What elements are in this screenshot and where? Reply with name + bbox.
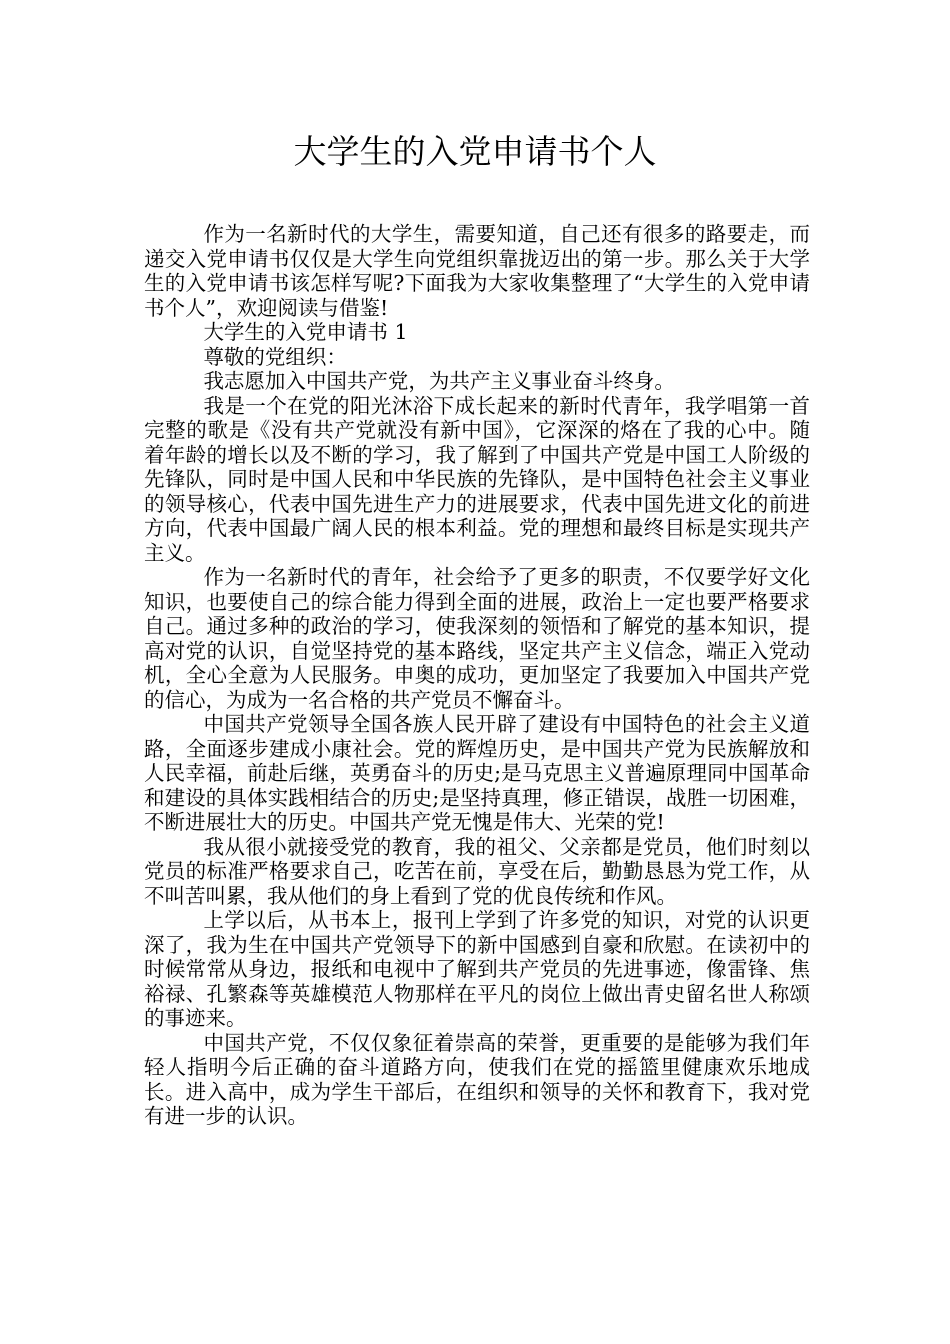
body-paragraph: 作为一名新时代的青年，社会给予了更多的职责，不仅要学好文化知识，也要使自己的综合能力得到全面的进展，政治上一定也要严格要求自己。通过多种的政治的学习，使我深刻的领悟和了解党的基本知识，提高对党的认识，自觉坚持党的基本路线，坚定共产主义信念，端正入党动机，全心全意为人民服务。申奥的成功，更加坚定了我要加入中国共产党的信心，为成为一名合格的共产党员不懈奋斗。 [144, 565, 810, 712]
body-paragraph: 我从很小就接受党的教育，我的祖父、父亲都是党员，他们时刻以党员的标准严格要求自己，吃苦在前，享受在后，勤勤恳恳为党工作，从不叫苦叫累，我从他们的身上看到了党的优良传统和作风。 [144, 834, 810, 908]
body-paragraph: 中国共产党，不仅仅象征着崇高的荣誉，更重要的是能够为我们年轻人指明今后正确的奋斗道路方向，使我们在党的摇篮里健康欢乐地成长。进入高中，成为学生干部后，在组织和领导的关怀和教育下，我对党有进一步的认识。 [144, 1030, 810, 1128]
section-heading: 大学生的入党申请书 1 [203, 320, 408, 344]
body-paragraph: 我志愿加入中国共产党，为共产主义事业奋斗终身。 [203, 369, 675, 393]
document-body [144, 222, 810, 1129]
salutation: 尊敬的党组织： [203, 344, 347, 369]
intro-paragraph: 作为一名新时代的大学生，需要知道，自己还有很多的路要走，而递交入党申请书仅仅是大学生向党组织靠拢迈出的第一步。那么关于大学生的入党申请书该怎样写呢?下面我为大家收集整理了“大学生的入党申请书个人”，欢迎阅读与借鉴! [144, 222, 810, 320]
document-title: 大学生的入党申请书个人 [293, 132, 657, 171]
body-paragraph: 上学以后，从书本上，报刊上学到了许多党的知识，对党的认识更深了，我为生在中国共产党领导下的新中国感到自豪和欣慰。在读初中的时候常常从身边，报纸和电视中了解到共产党员的先进事迹，像雷锋、焦裕禄、孔繁森等英雄模范人物那样在平凡的岗位上做出青史留名世人称颂的事迹来。 [144, 908, 810, 1030]
body-paragraph: 中国共产党领导全国各族人民开辟了建设有中国特色的社会主义道路，全面逐步建成小康社会。党的辉煌历史，是中国共产党为民族解放和人民幸福，前赴后继，英勇奋斗的历史;是马克思主义普遍原理同中国革命和建设的具体实践相结合的历史;是坚持真理，修正错误，战胜一切困难，不断进展壮大的历史。中国共产党无愧是伟大、光荣的党! [144, 712, 810, 834]
body-paragraph: 我是一个在党的阳光沐浴下成长起来的新时代青年，我学唱第一首完整的歌是《没有共产党就没有新中国》，它深深的烙在了我的心中。随着年龄的增长以及不断的学习，我了解到了中国共产党是中国工人阶级的先锋队，同时是中国人民和中华民族的先锋队，是中国特色社会主义事业的领导核心，代表中国先进生产力的进展要求，代表中国先进文化的前进方向，代表中国最广阔人民的根本利益。党的理想和最终目标是实现共产主义。 [144, 393, 810, 565]
